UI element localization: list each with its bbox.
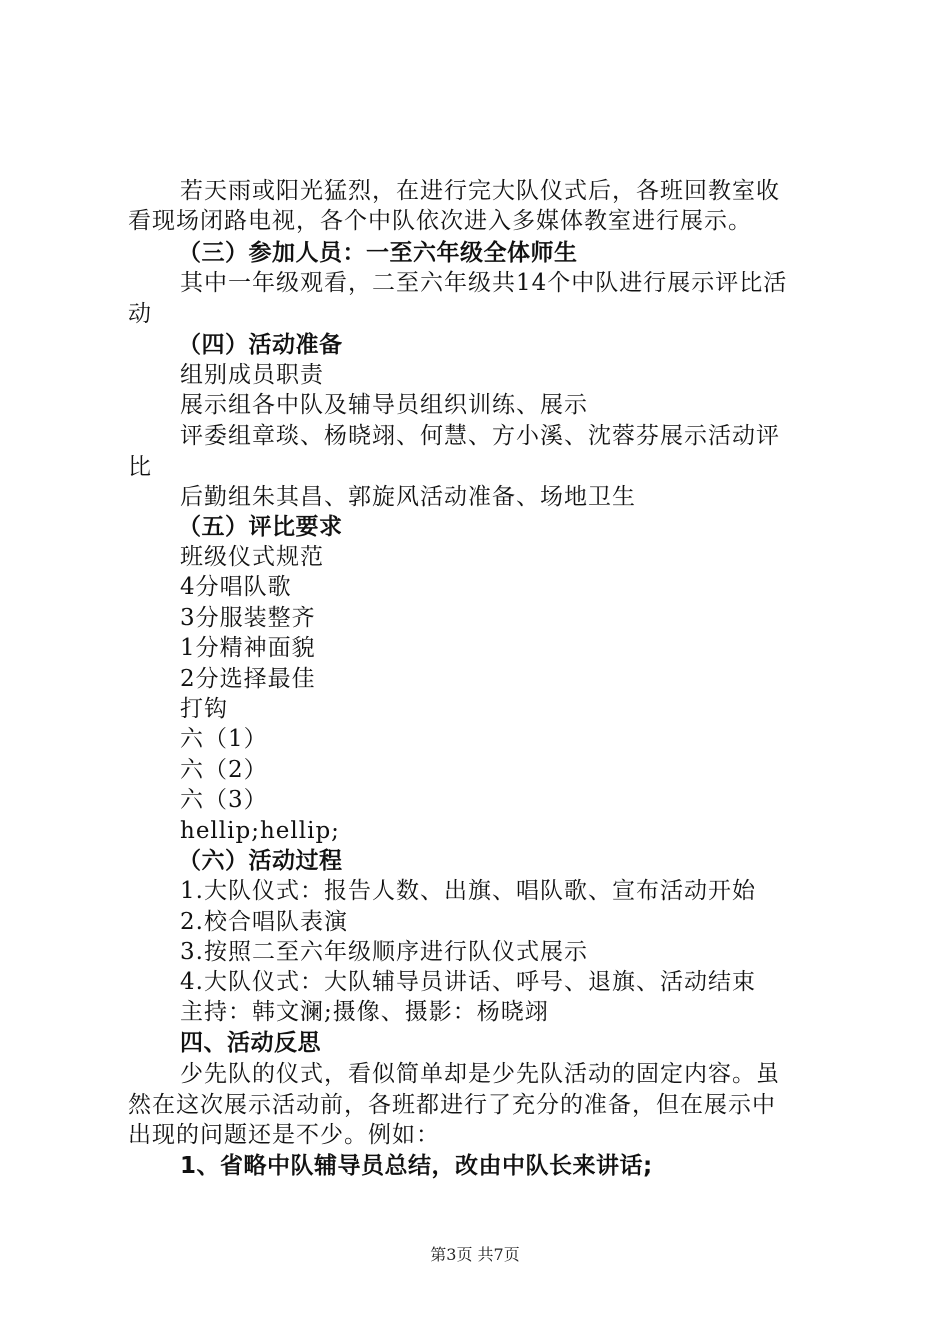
paragraph-line: 看现场闭路电视，各个中队依次进入多媒体教室进行展示。 <box>128 208 752 234</box>
paragraph-line: 其中一年级观看，二至六年级共14个中队进行展示评比活 <box>180 270 788 296</box>
list-item: 六（3） <box>180 787 268 813</box>
list-item: 班级仪式规范 <box>180 544 324 570</box>
section-heading-reflection: 四、活动反思 <box>180 1030 321 1056</box>
section-heading-requirements: （五）评比要求 <box>178 514 343 540</box>
list-item: 1.大队仪式：报告人数、出旗、唱队歌、宣布活动开始 <box>180 878 756 904</box>
paragraph-line: 动 <box>128 301 152 327</box>
list-item: 打钩 <box>180 696 228 722</box>
list-item: 1分精神面貌 <box>180 635 316 661</box>
list-item: 六（1） <box>180 726 268 752</box>
list-item: 展示组各中队及辅导员组织训练、展示 <box>180 392 588 418</box>
page-number-footer: 第3页 共7页 <box>430 1245 520 1264</box>
list-item: 后勤组朱其昌、郭旋风活动准备、场地卫生 <box>180 484 636 510</box>
list-item: 2分选择最佳 <box>180 666 316 692</box>
list-item: 主持：韩文澜;摄像、摄影：杨晓翊 <box>180 999 549 1025</box>
list-item: 评委组章琰、杨晓翊、何慧、方小溪、沈蓉芬展示活动评 <box>180 423 780 449</box>
list-item: 六（2） <box>180 757 268 783</box>
list-item: 组别成员职责 <box>180 362 324 388</box>
list-item: 2.校合唱队表演 <box>180 909 348 935</box>
list-item: 3分服装整齐 <box>180 605 316 631</box>
section-heading-process: （六）活动过程 <box>178 848 343 874</box>
list-item: 比 <box>128 454 152 480</box>
paragraph-line: 若天雨或阳光猛烈，在进行完大队仪式后，各班回教室收 <box>180 178 780 204</box>
section-heading-participants: （三）参加人员：一至六年级全体师生 <box>178 240 578 266</box>
list-item: 4.大队仪式：大队辅导员讲话、呼号、退旗、活动结束 <box>180 969 756 995</box>
paragraph-line: 出现的问题还是不少。例如： <box>128 1122 440 1148</box>
list-item: 4分唱队歌 <box>180 574 292 600</box>
section-heading-preparation: （四）活动准备 <box>178 332 343 358</box>
reflection-point: 1、省略中队辅导员总结，改由中队长来讲话; <box>180 1153 653 1179</box>
list-item: hellip;hellip; <box>180 818 340 844</box>
list-item: 3.按照二至六年级顺序进行队仪式展示 <box>180 939 588 965</box>
paragraph-line: 少先队的仪式，看似简单却是少先队活动的固定内容。虽 <box>180 1061 780 1087</box>
paragraph-line: 然在这次展示活动前，各班都进行了充分的准备，但在展示中 <box>128 1092 776 1118</box>
